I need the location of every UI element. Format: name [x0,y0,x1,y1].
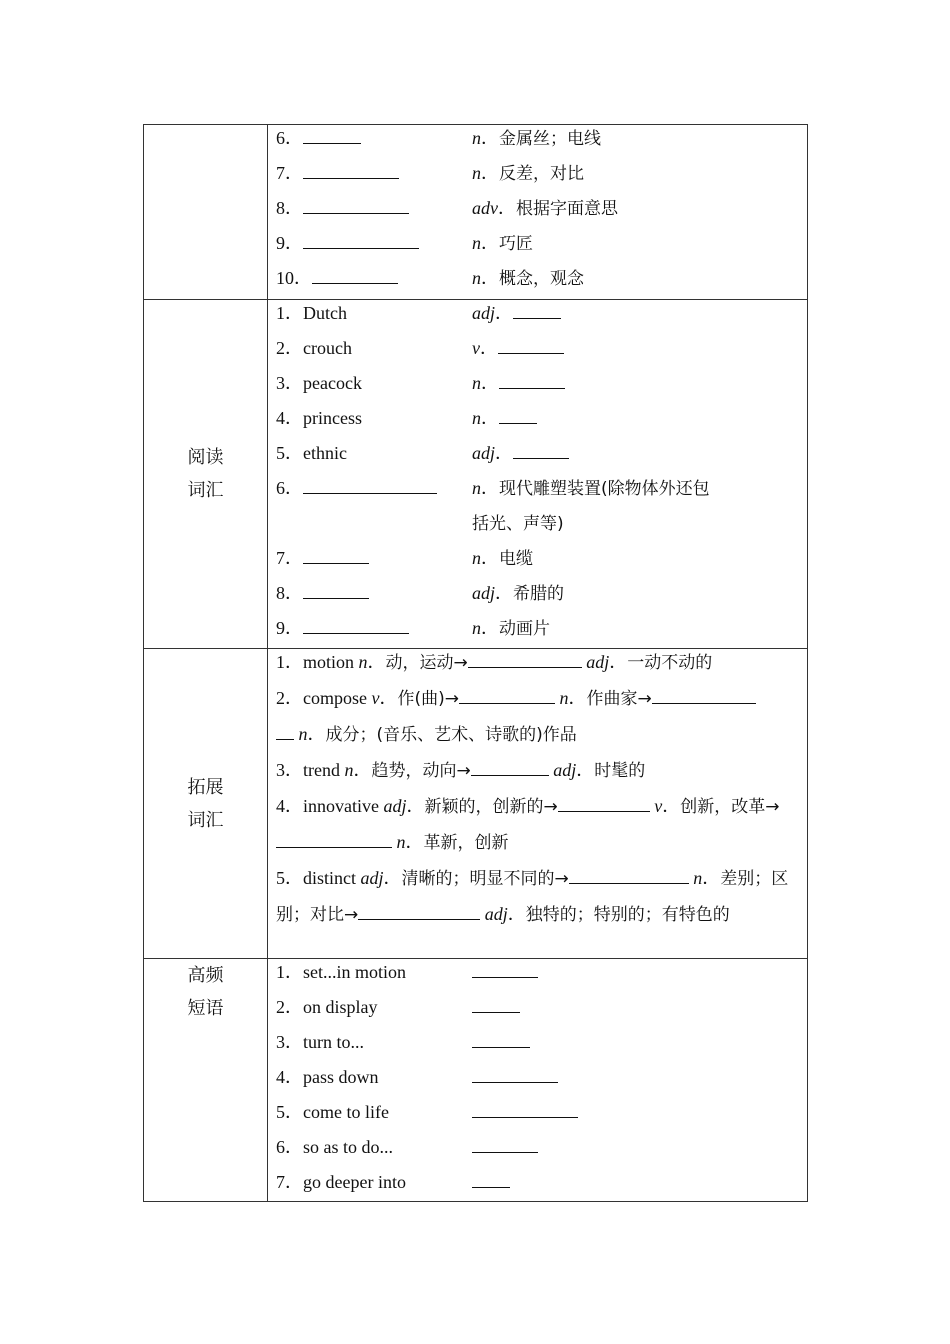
list-item: 1．motion n．动，运动→ adj．一动不动的 [276,652,713,673]
list-item: 7．go deeper into [276,1169,797,1204]
answer-blank[interactable] [276,831,392,848]
answer-blank[interactable] [303,477,437,494]
list-item: 3．trend n．趋势，动向→ adj．时髦的 [276,760,646,781]
section-high-frequency-phrases [144,958,807,1201]
section-content [268,645,807,933]
list-item: 2．on display [276,994,797,1029]
answer-blank[interactable] [558,795,650,812]
answer-blank[interactable] [312,267,398,284]
section-extended-vocabulary [144,648,807,958]
list-item: 6． n．金属丝；电线 [276,128,601,149]
list-item: 7． n．电缆 [276,548,533,569]
answer-blank[interactable] [468,651,582,668]
section-content [268,959,807,1204]
answer-blank[interactable] [459,687,555,704]
answer-blank[interactable] [472,1136,538,1153]
category-label: 拓展 [187,776,224,798]
list-item: 5．come to life [276,1099,797,1134]
category-cell-empty [144,125,268,299]
answer-blank[interactable] [513,302,561,319]
answer-blank[interactable] [472,996,520,1013]
list-item: 4．princess n． [276,405,797,440]
answer-blank[interactable] [358,903,480,920]
list-item: 1．set...in motion [276,959,797,994]
category-cell [144,649,268,958]
list-item: 6．so as to do... [276,1134,797,1169]
list-item: 2．compose v．作(曲)→ n．作曲家→ n．成分；(音乐、艺术、诗歌的)作品 [276,681,797,753]
answer-blank[interactable] [471,759,549,776]
answer-blank[interactable] [652,687,756,704]
answer-blank[interactable] [472,1171,510,1188]
answer-blank[interactable] [472,1031,530,1048]
answer-blank[interactable] [303,197,409,214]
answer-blank[interactable] [569,867,689,884]
category-cell [144,959,268,1201]
category-label: 阅读 [187,447,224,468]
category-label: 短语 [187,998,224,1019]
vocabulary-table [143,124,808,1202]
category-cell [144,300,268,648]
answer-blank[interactable] [472,1101,578,1118]
list-item: 7． n．反差，对比 [276,163,584,184]
list-item: 10． n．概念，观念 [276,268,584,289]
answer-blank[interactable] [303,547,369,564]
answer-blank[interactable] [499,407,537,424]
answer-blank[interactable] [276,723,294,740]
category-label: 高频 [187,965,224,986]
list-item: 2．crouch v． [276,335,797,370]
list-item: 9． n．巧匠 [276,233,533,254]
answer-blank[interactable] [303,617,409,634]
section-content [268,125,807,300]
answer-blank[interactable] [513,442,569,459]
answer-blank[interactable] [303,232,419,249]
answer-blank[interactable] [472,961,538,978]
category-label: 词汇 [187,809,224,831]
section-content [268,300,807,650]
list-item: 4．innovative adj．新颖的，创新的→ v．创新，改革→ n．革新，创新 [276,796,780,853]
list-item: 8． adj．希腊的 [276,583,565,604]
list-item: 8． adv．根据字面意思 [276,198,618,219]
answer-blank[interactable] [303,582,369,599]
list-item: 4．pass down [276,1064,797,1099]
answer-blank[interactable] [303,162,399,179]
list-item: 5．ethnic adj． [276,440,797,475]
answer-blank[interactable] [303,127,361,144]
section-word-list-continued [144,125,807,299]
section-reading-vocabulary [144,299,807,648]
category-label: 词汇 [187,480,224,501]
list-item: 3．turn to... [276,1029,797,1064]
list-item: 3．peacock n． [276,370,797,405]
answer-blank[interactable] [499,372,565,389]
list-item: 5．distinct adj．清晰的；明显不同的→ n．差别；区别；对比→ adj．独特的；特别的；有特色的 [276,868,789,925]
list-item: 9． n．动画片 [276,618,550,639]
answer-blank[interactable] [498,337,564,354]
list-item: 6． n．现代雕塑装置(除物体外还包 [276,478,710,499]
list-item-continuation: 括光、声等) [472,514,564,534]
list-item: 1．Dutch adj． [276,300,797,335]
answer-blank[interactable] [472,1066,558,1083]
